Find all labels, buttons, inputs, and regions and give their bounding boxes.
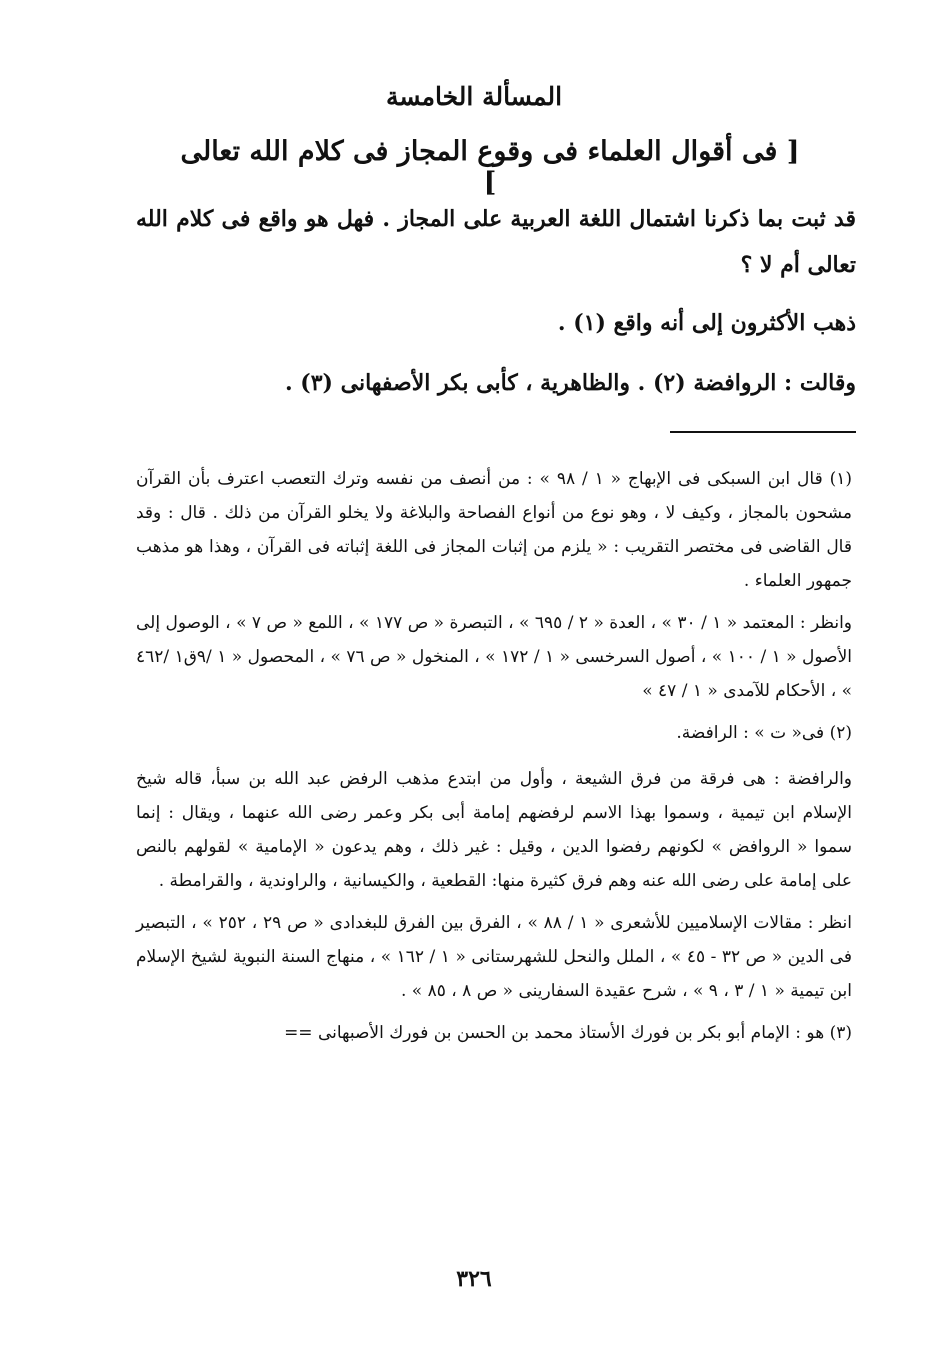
main-paragraph: ذهب الأكثرون إلى أنه واقع (١) . [557, 310, 856, 336]
footnote-2: (٢) فى« ت » : الرافضة. [676, 723, 852, 743]
footnote-2-definition: والرافضة : هى فرقة من فرق الشيعة ، وأول من ابتدع مذهب الرفض عبد الله بن سبأ، قاله شيخ الإسلام ابن تيمية ، وسموا بهذا الاسم لرفضهم إمامة أبى بكر وعمر رضى الله عنهما ، ويقال : إنما سموا « الروافض » لكونهم رفضوا الدين ، وقيل : غير ذلك ، وهم يدعون « الإمامية » لقولهم بالنص على إمامة على رضى الله عنه وهم فرق كثيرة منها: القطعية ، والكيسانية ، والراوندية ، والقرامطة . [136, 769, 852, 891]
chapter-title: المسألة الخامسة [385, 82, 563, 111]
footnote-separator [670, 431, 856, 433]
section-title: [ فى أقوال العلماء فى وقوع المجاز فى كلام الله تعالى ] [180, 136, 800, 198]
footnote-1: (١) قال ابن السبكى فى الإبهاج « ١ / ٩٨ » : من أنصف من نفسه وترك التعصب اعترف بأن القرآن مشحون بالمجاز ، وكيف لا ، وهو نوع من أنواع الفصاحة والبلاغة ولا يخلو القرآن من ذلك . قال : وقد قال القاضى فى مختصر التقريب : « يلزم من إثبات المجاز فى اللغة إثباته فى القرآن ، وهذا هو مذهب جمهور العلماء . [136, 469, 852, 591]
footnote-1-references: وانظر : المعتمد « ١ / ٣٠ » ، العدة « ٢ / ٦٩٥ » ، التبصرة « ص ١٧٧ » ، اللمع « ص ٧ » ، الوصول إلى الأصول « ١ / ١٠٠ » ، أصول السرخسى « ١ / ١٧٢ » ، المنخول « ص ٧٦ » ، المحصول « ١ /٩ق١ /٤٦٢ » ، الأحكام للآمدى « ١ / ٤٧ » [136, 613, 853, 701]
main-paragraph: وقالت : الروافضة (٢) . والظاهرية ، كأبى بكر الأصفهانى (٣) . [284, 370, 856, 396]
main-text [136, 196, 856, 406]
footnote-3: (٣) هو : الإمام أبو بكر بن فورك الأستاذ محمد بن الحسن بن فورك الأصبهانى == [284, 1023, 852, 1043]
page-number: ٣٢٦ [456, 1266, 492, 1292]
footnote-2-references: انظر : مقالات الإسلاميين للأشعرى « ١ / ٨٨ » ، الفرق بين الفرق للبغدادى « ص ٢٩ ، ٢٥٢ » ، التبصير فى الدين « ص ٣٢ - ٤٥ » ، الملل والنحل للشهرستانى « ١ / ١٦٢ » ، منهاج السنة النبوية لشيخ الإسلام ابن تيمية « ١ / ٣ ، ٩ » ، شرح عقيدة السفارينى « ص ٨ ، ٨٥ » . [136, 913, 853, 1001]
main-paragraph: قد ثبت بما ذكرنا اشتمال اللغة العربية على المجاز . فهل هو واقع فى كلام الله تعالى أم لا ؟ [136, 206, 856, 278]
footnotes [136, 462, 852, 1050]
